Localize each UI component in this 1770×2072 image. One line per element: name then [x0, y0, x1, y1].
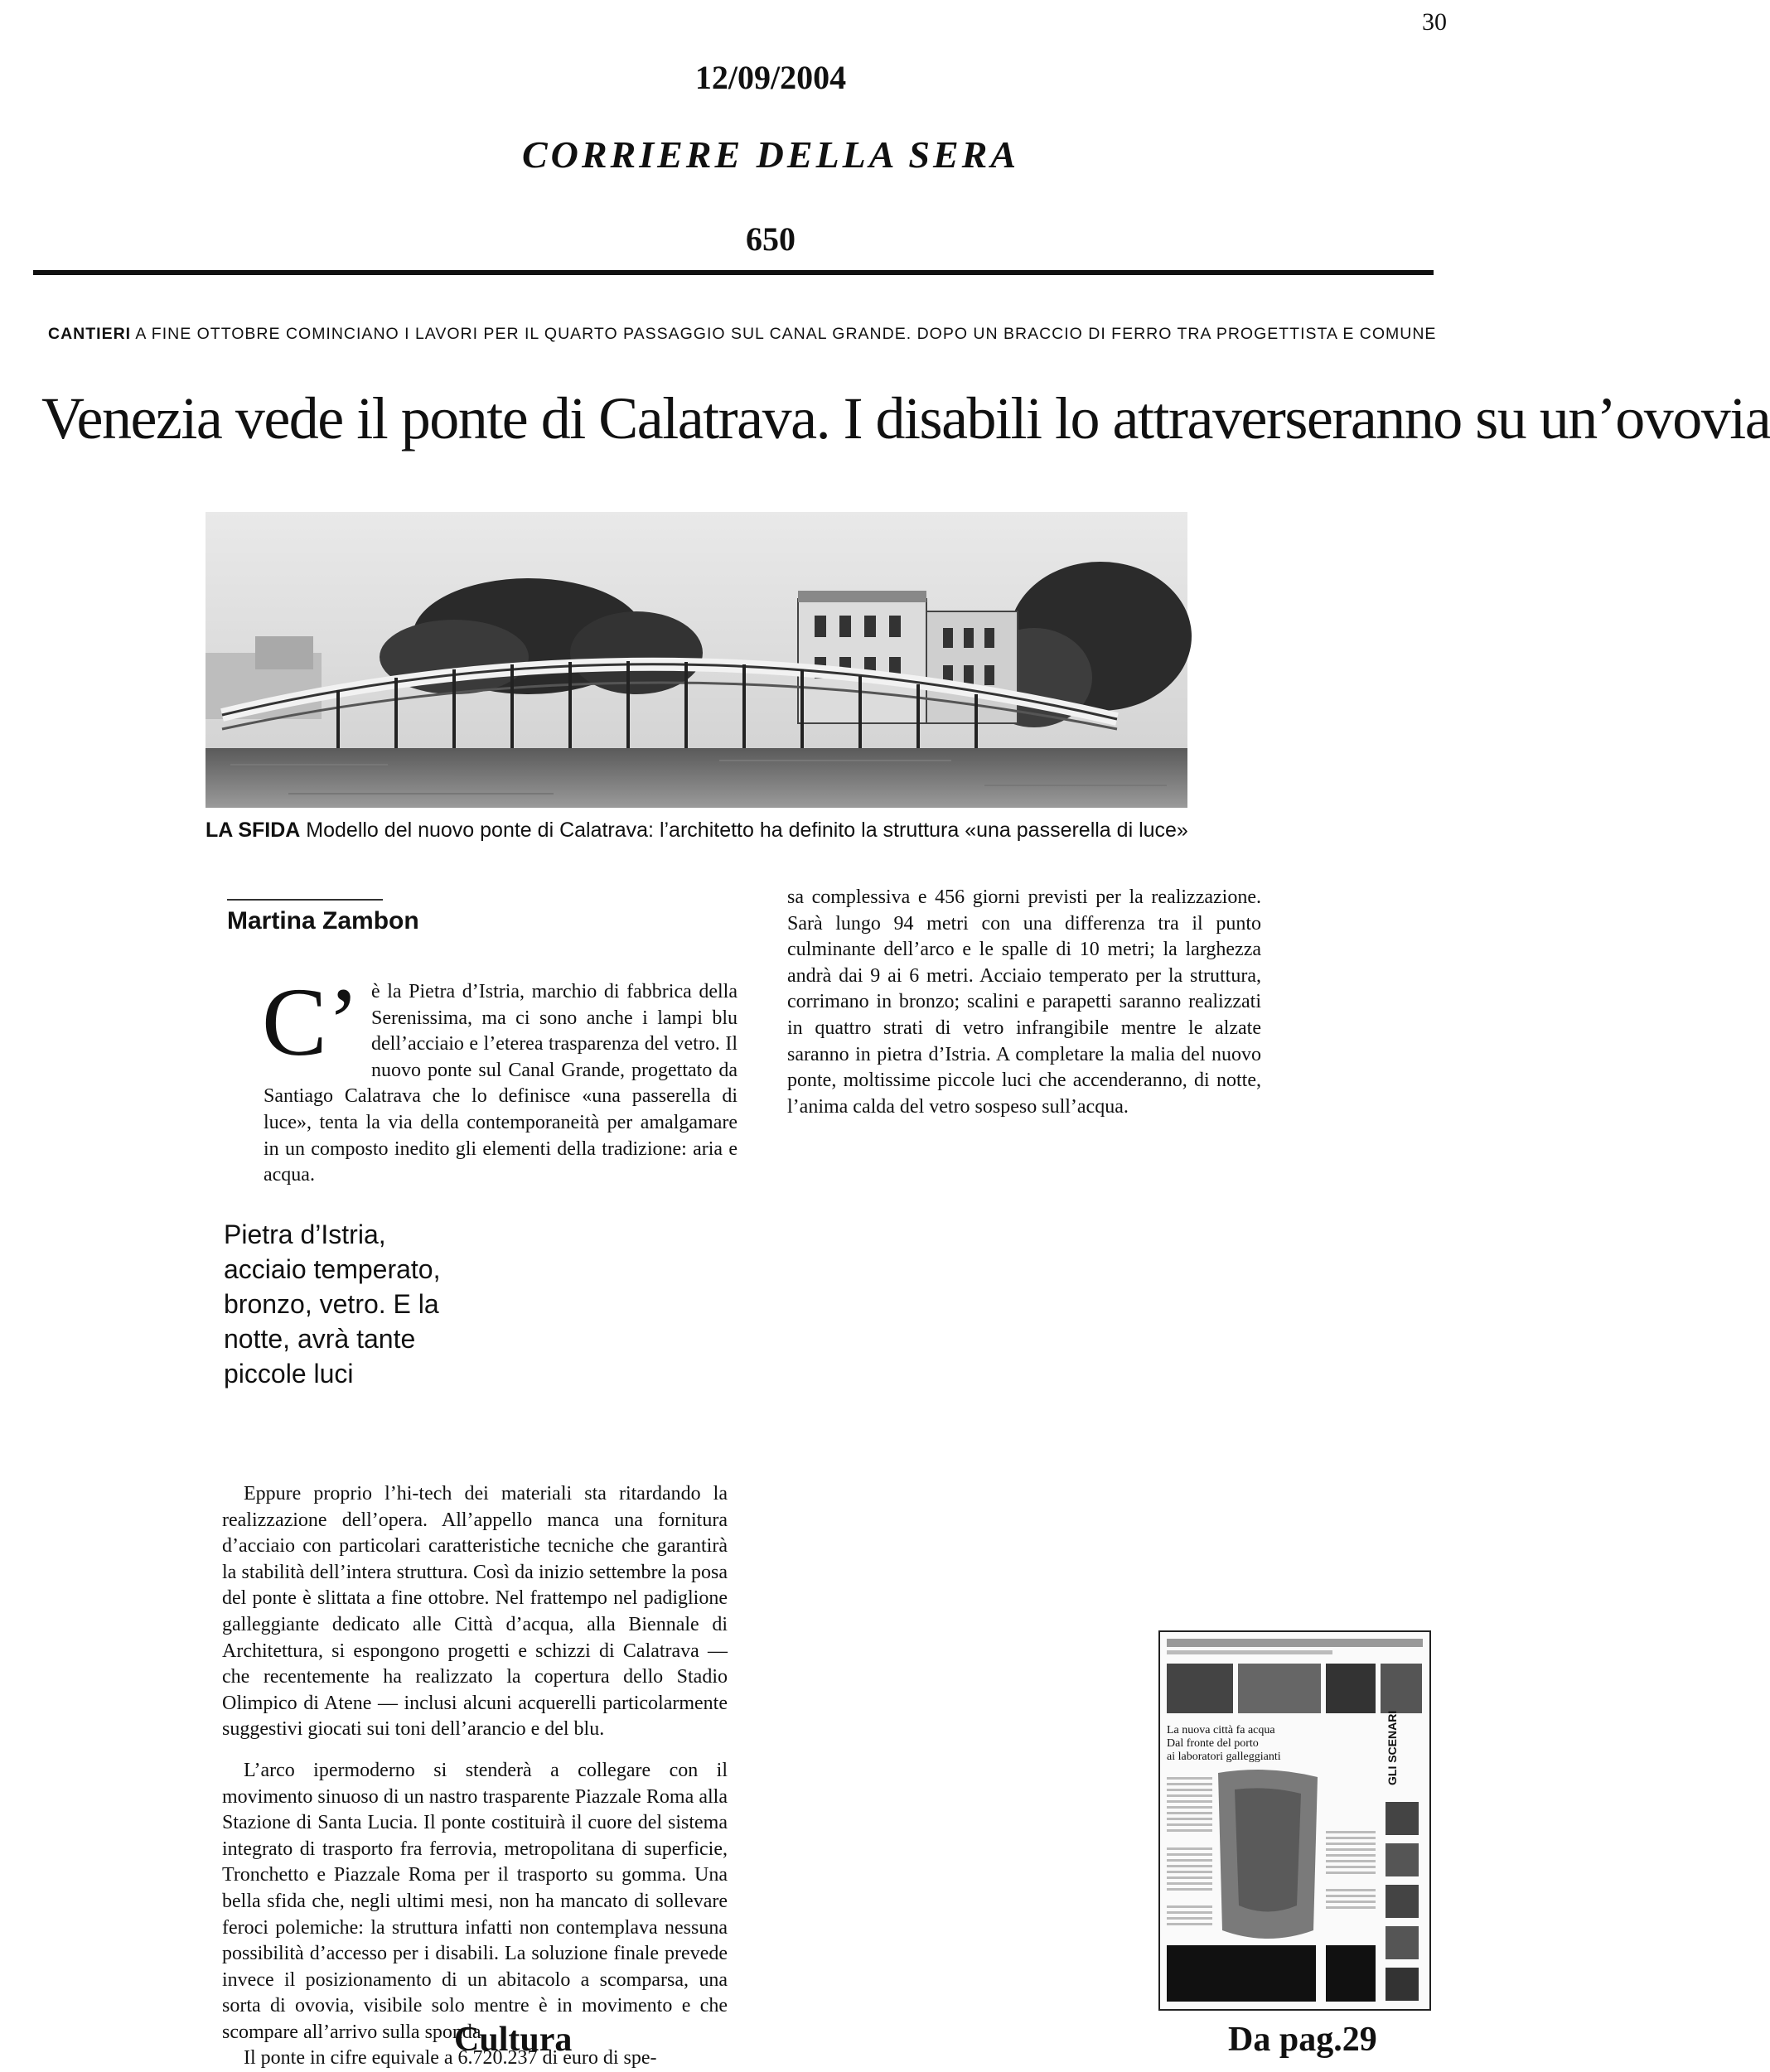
page-thumbnail: [1158, 1630, 1431, 2011]
body-paragraph-4-continued: sa complessiva e 456 giorni previsti per la realizzazione. Sarà lungo 94 metri con una differenza tra il punto culminante dell’arco e le spalle di 10 metri; la larghezza andrà dai 9 ai 6 metri. Acciaio temperato per la struttura, corrimano in bronzo; scalini e parapetti saranno realizzati in quattro strati di vetro infrangibile mentre le alzate saranno in pietra d’Istria. A completare la malia del nuovo ponte, moltissime piccole luci che accenderanno, di notte, l’anima calda del vetro sospeso sull’acqua.: [787, 886, 1261, 1118]
header-rule: [33, 270, 1434, 275]
body-paragraph-2: Eppure proprio l’hi-tech dei materiali sta ritardando la realizzazione dell’opera. All’appello manca una fornitura d’acciaio con particolari caratteristiche tecniche che garantirà la stabilità dell’intera struttura. Così da inizio settembre la posa del ponte è slittata a fine ottobre. Nel frattempo nel padiglione galleggiante dedicato alle Città d’acqua, alla Biennale di Architettura, si espongono progetti e schizzi di Calatrava — che recentemente ha realizzato la copertura dello Stadio Olimpico di Atene — inclusi alcuni acquerelli particolarmente suggestivi giocati sui toni dell’arancio e del blu.: [222, 1483, 728, 1741]
byline: Martina Zambon: [227, 907, 419, 935]
svg-text:La nuova città fa acqua: La nuova città fa acqua Dal fronte del porto ai laboratori galleggianti: [1167, 1724, 1281, 1763]
bridge-model-illustration: [206, 512, 1187, 808]
lead-paragraph: è la Pietra d’Istria, marchio di fabbrica della Serenissima, ma ci sono anche i lampi blu dell’acciaio e l’eterea trasparenza del vetro. Il nuovo ponte sul Canal Grande, progettato da Santiago Calatrava che lo definisce «una passerella di luce», tenta la via della contemporaneità per amalgamare in un composto inedito gli elementi della tradizione: aria e acqua.: [264, 981, 738, 1186]
bridge-photo: [206, 512, 1187, 808]
article-column-2: [222, 1481, 728, 2072]
kicker-label: CANTIERI: [48, 325, 132, 343]
continued-from-label: Da pag.29: [1228, 2021, 1377, 2059]
headline: Venezia vede il ponte di Calatrava. I disabili lo attraverseranno su un’ovovia: [41, 385, 1770, 452]
masthead: CORRIERE DELLA SERA: [521, 133, 1020, 176]
page-number: 30: [1422, 8, 1447, 36]
kicker-text: A FINE OTTOBRE COMINCIANO I LAVORI PER IL QUARTO PASSAGGIO SUL CANAL GRANDE. DOPO UN BRACCIO DI FERRO TRA PROGETTISTA E COMUNE: [131, 325, 1437, 343]
article-column-3: [787, 885, 1261, 1120]
publication-date: 12/09/2004: [694, 59, 847, 96]
kicker: [48, 325, 1437, 344]
issue-number: 650: [746, 220, 796, 258]
caption-text: Modello del nuovo ponte di Calatrava: l’architetto ha definito la struttura «una passerella di luce»: [300, 819, 1188, 842]
drop-cap: C’: [262, 968, 360, 1076]
caption-label: LA SFIDA: [206, 819, 301, 842]
photo-caption: [206, 819, 1283, 843]
byline-rule: [227, 899, 383, 901]
section-label: Cultura: [454, 2021, 573, 2059]
article-column-1: [224, 968, 738, 1391]
svg-text:GLI SCENARI: GLI SCENARI: [1386, 1710, 1399, 1785]
pull-quote: Pietra d’Istria, acciaio temperato, bronzo, vetro. E la notte, avrà tante piccole luci: [224, 1219, 441, 1389]
body-paragraph-3: L’arco ipermoderno si stenderà a collegare con il movimento sinuoso di un nastro trasparente Piazzale Roma alla Stazione di Santa Lucia. Il ponte costituirà il cuore del sistema integrato di trasporto fra ferrovia, metropolitana di superficie, Tronchetto e Piazzale Roma per il trasporto su gomma. Una bella sfida che, negli ultimi mesi, non ha mancato di sollevare feroci polemiche: la struttura infatti non contemplava nessuna possibilità d’accesso per i disabili. La soluzione finale prevede invece il posizionamento di un abitacolo a scomparsa, una sorta di ovovia, visibile solo mentre è in movimento e che scompare all’arrivo sulla sponda.: [222, 1759, 728, 2043]
page-thumbnail-illustration: [1160, 1632, 1429, 2009]
body-paragraph-4-start: Il ponte in cifre equivale a 6.720.237 di euro di spe-: [244, 2047, 657, 2070]
